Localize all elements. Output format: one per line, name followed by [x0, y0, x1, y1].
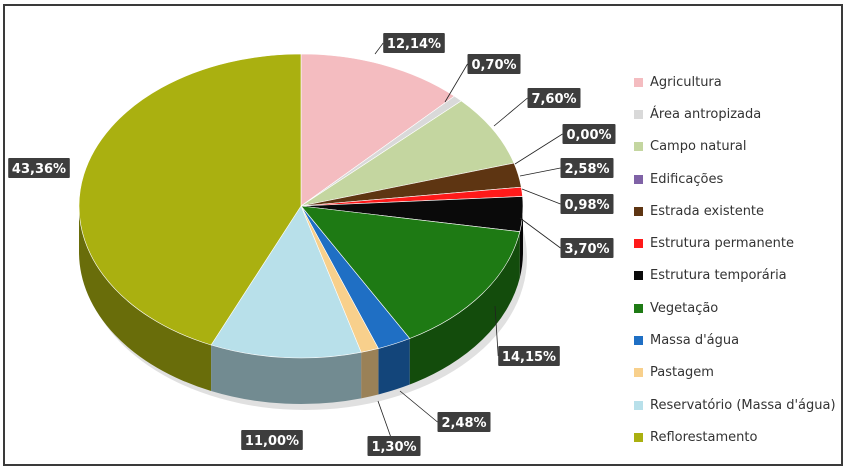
legend-label: Pastagem	[650, 365, 714, 381]
data-label: 1,30%	[371, 440, 417, 455]
data-label: 43,36%	[11, 162, 67, 177]
legend-label: Reservatório (Massa d'água)	[650, 397, 836, 413]
legend-label: Agricultura	[650, 74, 722, 90]
leader-line	[494, 98, 528, 126]
data-label: 3,70%	[564, 242, 610, 257]
legend-swatch	[634, 336, 643, 345]
legend	[634, 66, 849, 454]
legend-label: Estrada existente	[650, 203, 765, 219]
legend-swatch	[634, 401, 643, 410]
leader-line	[522, 189, 561, 204]
legend-item	[634, 98, 849, 130]
legend-swatch	[634, 368, 643, 377]
chart-frame	[3, 4, 843, 466]
legend-item	[634, 421, 849, 453]
legend-item	[634, 260, 849, 292]
legend-swatch	[634, 175, 643, 184]
legend-swatch	[634, 304, 643, 313]
legend-swatch	[634, 239, 643, 248]
legend-swatch	[634, 142, 643, 151]
legend-label: Edificações	[650, 171, 724, 187]
legend-swatch	[634, 110, 643, 119]
data-label: 14,15%	[501, 350, 557, 365]
legend-item	[634, 292, 849, 324]
legend-swatch	[634, 433, 643, 442]
legend-item	[634, 389, 849, 421]
data-label: 2,48%	[441, 416, 487, 431]
legend-label: Massa d'água	[650, 333, 740, 349]
legend-label: Reflorestamento	[650, 429, 758, 445]
legend-item	[634, 163, 849, 195]
data-label: 7,60%	[531, 92, 577, 107]
leader-line	[375, 43, 383, 54]
legend-swatch	[634, 78, 643, 87]
data-label: 2,58%	[564, 162, 610, 177]
data-label: 11,00%	[244, 434, 300, 449]
data-label: 0,00%	[566, 128, 612, 143]
data-label: 12,14%	[386, 37, 442, 52]
legend-swatch	[634, 271, 643, 280]
legend-item	[634, 227, 849, 259]
legend-item	[634, 131, 849, 163]
legend-label: Área antropizada	[650, 106, 762, 122]
legend-item	[634, 195, 849, 227]
legend-label: Estrutura permanente	[650, 236, 795, 252]
legend-label: Vegetação	[650, 300, 719, 316]
leader-line	[520, 168, 561, 176]
data-label: 0,98%	[564, 198, 610, 213]
leader-line	[400, 391, 438, 422]
legend-label: Estrutura temporária	[650, 268, 787, 284]
leader-line	[515, 134, 563, 164]
data-label: 0,70%	[471, 58, 517, 73]
leader-line	[520, 218, 561, 248]
leader-line	[445, 64, 468, 102]
pie-side-pastagem	[361, 348, 378, 398]
legend-item	[634, 66, 849, 98]
legend-label: Campo natural	[650, 139, 747, 155]
legend-item	[634, 357, 849, 389]
legend-swatch	[634, 207, 643, 216]
legend-item	[634, 324, 849, 356]
